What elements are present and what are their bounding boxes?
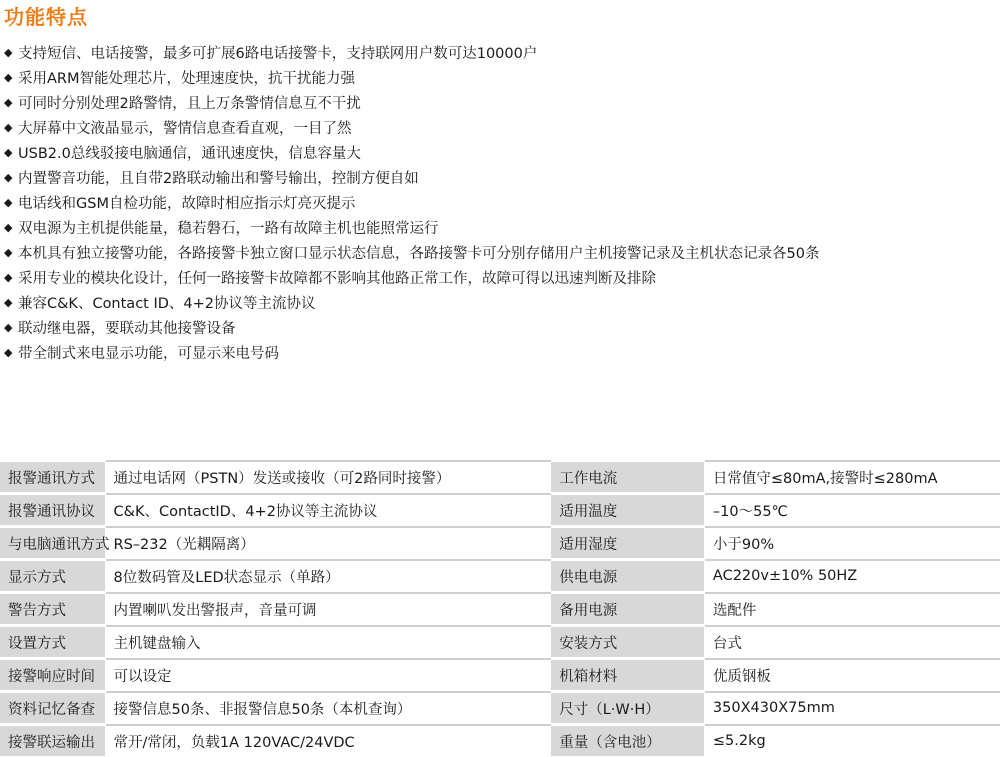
- feature-text: 采用专业的模块化设计，任何一路接警卡故障都不影响其他路正常工作，故障可得以迅速判断及排除: [18, 271, 656, 287]
- section-title: 功能特点: [4, 5, 88, 29]
- column-gap: [543, 691, 551, 724]
- table-row: [0, 592, 1000, 625]
- feature-item: [4, 140, 994, 165]
- diamond-bullet-icon: ◆: [4, 96, 13, 109]
- spec-value: 接警信息50条、非报警信息50条（本机查询）: [106, 691, 544, 724]
- spec-label: 安装方式: [551, 625, 705, 658]
- spec-label: 资料记忆备查: [0, 691, 106, 724]
- spec-value: 8位数码管及LED状态显示（单路）: [106, 559, 544, 592]
- spec-label: 接警响应时间: [0, 658, 106, 691]
- table-row: [0, 724, 1000, 757]
- spec-label: 显示方式: [0, 559, 106, 592]
- table-row: [0, 658, 1000, 691]
- feature-text: 电话线和GSM自检功能，故障时相应指示灯亮灭提示: [18, 196, 356, 212]
- feature-text: 内置警音功能，且自带2路联动输出和警号输出，控制方便自如: [18, 171, 419, 187]
- table-row: [0, 559, 1000, 592]
- spec-value: 小于90%: [705, 526, 1000, 559]
- spec-value: 日常值守≤80mA,接警时≤280mA: [705, 460, 1000, 493]
- column-gap: [543, 526, 551, 559]
- spec-label: 工作电流: [551, 460, 705, 493]
- column-gap: [543, 625, 551, 658]
- spec-label: 尺寸（L·W·H）: [551, 691, 705, 724]
- feature-text: 带全制式来电显示功能，可显示来电号码: [18, 346, 279, 362]
- diamond-bullet-icon: ◆: [4, 296, 13, 309]
- feature-item: [4, 165, 994, 190]
- spec-value: ≤5.2kg: [705, 724, 1000, 757]
- feature-item: [4, 315, 994, 340]
- spec-value: C&K、ContactID、4+2协议等主流协议: [106, 493, 544, 526]
- spec-label: 报警通讯协议: [0, 493, 106, 526]
- spec-table: [0, 460, 1000, 757]
- feature-text: 采用ARM智能处理芯片，处理速度快，抗干扰能力强: [18, 71, 356, 87]
- feature-text: USB2.0总线驳接电脑通信，通讯速度快，信息容量大: [18, 146, 361, 162]
- feature-text: 支持短信、电话接警，最多可扩展6路电话接警卡，支持联网用户数可达10000户: [18, 46, 538, 62]
- spec-label: 设置方式: [0, 625, 106, 658]
- table-row: [0, 526, 1000, 559]
- spec-label: 供电电源: [551, 559, 705, 592]
- spec-value: 优质钢板: [705, 658, 1000, 691]
- feature-text: 可同时分别处理2路警情，且上万条警情信息互不干扰: [18, 96, 361, 112]
- spec-value: 通过电话网（PSTN）发送或接收（可2路同时接警）: [106, 460, 544, 493]
- diamond-bullet-icon: ◆: [4, 271, 13, 284]
- column-gap: [543, 658, 551, 691]
- spec-value: AC220v±10% 50HZ: [705, 559, 1000, 592]
- spec-label: 与电脑通讯方式: [0, 526, 106, 559]
- feature-text: 双电源为主机提供能量，稳若磐石，一路有故障主机也能照常运行: [18, 221, 439, 237]
- feature-item: [4, 40, 994, 65]
- spec-label: 接警联运输出: [0, 724, 106, 757]
- diamond-bullet-icon: ◆: [4, 121, 13, 134]
- feature-text: 大屏幕中文液晶显示，警情信息查看直观，一目了然: [18, 121, 352, 137]
- feature-item: [4, 340, 994, 365]
- diamond-bullet-icon: ◆: [4, 221, 13, 234]
- feature-text: 兼容C&K、Contact ID、4+2协议等主流协议: [18, 296, 316, 312]
- diamond-bullet-icon: ◆: [4, 321, 13, 334]
- feature-item: [4, 265, 994, 290]
- spec-value: 常开/常闭，负载1A 120VAC/24VDC: [106, 724, 544, 757]
- diamond-bullet-icon: ◆: [4, 196, 13, 209]
- spec-label: 机箱材料: [551, 658, 705, 691]
- column-gap: [543, 592, 551, 625]
- feature-list: [4, 40, 994, 365]
- diamond-bullet-icon: ◆: [4, 346, 13, 359]
- feature-text: 联动继电器，要联动其他接警设备: [18, 321, 236, 337]
- spec-label: 警告方式: [0, 592, 106, 625]
- spec-value: 内置喇叭发出警报声，音量可调: [106, 592, 544, 625]
- spec-label: 重量（含电池）: [551, 724, 705, 757]
- spec-value: 主机键盘输入: [106, 625, 544, 658]
- column-gap: [543, 493, 551, 526]
- feature-text: 本机具有独立接警功能，各路接警卡独立窗口显示状态信息，各路接警卡可分别存储用户主机接警记录及主机状态记录各50条: [18, 246, 820, 262]
- feature-item: [4, 240, 994, 265]
- spec-value: 选配件: [705, 592, 1000, 625]
- table-row: [0, 460, 1000, 493]
- diamond-bullet-icon: ◆: [4, 71, 13, 84]
- spec-value: –10～55℃: [705, 493, 1000, 526]
- spec-value: 可以设定: [106, 658, 544, 691]
- diamond-bullet-icon: ◆: [4, 171, 13, 184]
- spec-label: 备用电源: [551, 592, 705, 625]
- feature-item: [4, 90, 994, 115]
- table-row: [0, 493, 1000, 526]
- column-gap: [543, 559, 551, 592]
- spec-value: RS–232（光耦隔离）: [106, 526, 544, 559]
- diamond-bullet-icon: ◆: [4, 246, 13, 259]
- spec-value: 350X430X75mm: [705, 691, 1000, 724]
- table-row: [0, 625, 1000, 658]
- feature-item: [4, 65, 994, 90]
- spec-label: 报警通讯方式: [0, 460, 106, 493]
- feature-item: [4, 215, 994, 240]
- feature-item: [4, 190, 994, 215]
- spec-value: 台式: [705, 625, 1000, 658]
- feature-item: [4, 115, 994, 140]
- spec-label: 适用湿度: [551, 526, 705, 559]
- diamond-bullet-icon: ◆: [4, 46, 13, 59]
- spec-label: 适用温度: [551, 493, 705, 526]
- diamond-bullet-icon: ◆: [4, 146, 13, 159]
- feature-item: [4, 290, 994, 315]
- column-gap: [543, 724, 551, 757]
- column-gap: [543, 460, 551, 493]
- table-row: [0, 691, 1000, 724]
